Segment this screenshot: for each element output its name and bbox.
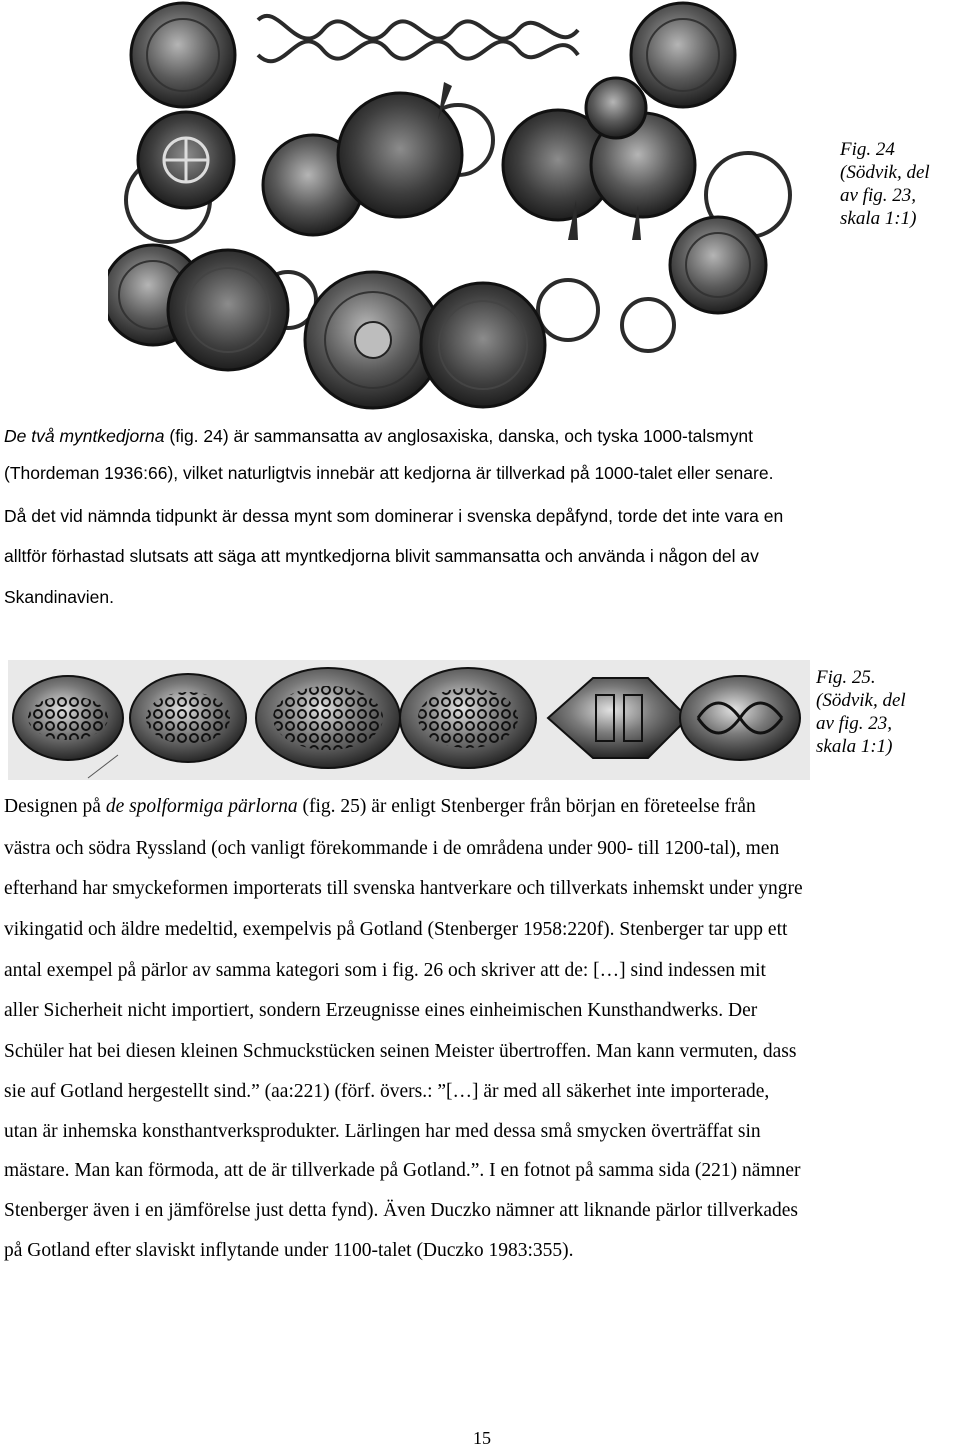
paragraph-2-line-11: Stenberger även i en jämförelse just detta fynd). Även Duczko nämner att liknande pärlor tillverkades [4,1200,798,1221]
paragraph-1-line-4: alltför förhastad slutsats att säga att myntkedjorna blivit sammansatta och använda i någon del av [4,546,759,566]
figure-25-caption-line: av fig. 23, [816,713,892,734]
text-run: (fig. 25) är enligt Stenberger från början en företeelse från [297,796,756,817]
text-run: Designen på [4,796,106,817]
paragraph-1-line-2: (Thordeman 1936:66), vilket naturligtvis innebär att kedjorna är tillverkad på 1000-talet eller senare. [4,463,774,483]
figure-24-caption [840,138,930,230]
paragraph-2-line-5: antal exempel på pärlor av samma kategori som i fig. 26 och skriver att de: […] sind indessen mit [4,960,766,981]
figure-25-image [8,660,810,780]
paragraph-2-line-7: Schüler hat bei diesen kleinen Schmuckstücken seinen Meister übertroffen. Man kann vermuten, dass [4,1041,797,1062]
paragraph-1-line-5: Skandinavien. [4,587,114,607]
paragraph-2-line-2: västra och södra Ryssland (och vanligt förekommande i de områdena under 900- till 1200-tal), men [4,838,780,859]
paragraph-2-line-3: efterhand har smyckeformen importerats till svenska hantverkare och tillverkats inhemskt under yngre [4,878,803,899]
figure-25-caption-line: Fig. 25. [816,667,876,688]
paragraph-2-line-10: mästare. Man kan förmoda, att de är tillverkade på Gotland.”. I en fotnot på samma sida (221) nämner [4,1160,801,1181]
italic-term: De två myntkedjorna [4,426,165,446]
paragraph-2-line-12: på Gotland efter slaviskt inflytande under 1100-talet (Duczko 1983:355). [4,1240,574,1261]
figure-24-caption-line: Fig. 24 [840,139,895,160]
paragraph-2-line-6: aller Sicherheit nicht importiert, sondern Erzeugnisse eines einheimischen Kunsthandwerks. Der [4,1000,758,1021]
paragraph-1-line-1 [4,426,753,447]
paragraph-2-line-4: vikingatid och äldre medeltid, exempelvis på Gotland (Stenberger 1958:220f). Stenberger tar upp ett [4,919,788,940]
paragraph-2-line-8: sie auf Gotland hergestellt sind.” (aa:221) (förf. övers.: ”[…] är med all säkerhet inte importerade, [4,1081,770,1102]
figure-25-caption-line: (Södvik, del [816,690,906,711]
text-run: (fig. 24) är sammansatta av anglosaxiska, danska, och tyska 1000-talsmynt [164,426,753,446]
page-number: 15 [473,1428,491,1448]
figure-25-caption [816,666,906,758]
paragraph-2-line-1 [4,796,756,818]
figure-25-caption-line: skala 1:1) [816,736,893,757]
figure-24-caption-line: skala 1:1) [840,208,917,229]
paragraph-1-line-3: Då det vid nämnda tidpunkt är dessa mynt som dominerar i svenska depåfynd, torde det inte vara en [4,506,784,526]
beads-illustration [8,660,810,780]
coin-chain-illustration [108,0,814,412]
paragraph-2-line-9: utan är inhemska konsthantverksprodukter. Lärlingen har med dessa små smycken överträffat sin [4,1121,761,1142]
figure-24-caption-line: (Södvik, del [840,162,930,183]
figure-24-caption-line: av fig. 23, [840,185,916,206]
figure-24-image [108,0,814,412]
italic-term: de spolformiga pärlorna [105,796,298,817]
